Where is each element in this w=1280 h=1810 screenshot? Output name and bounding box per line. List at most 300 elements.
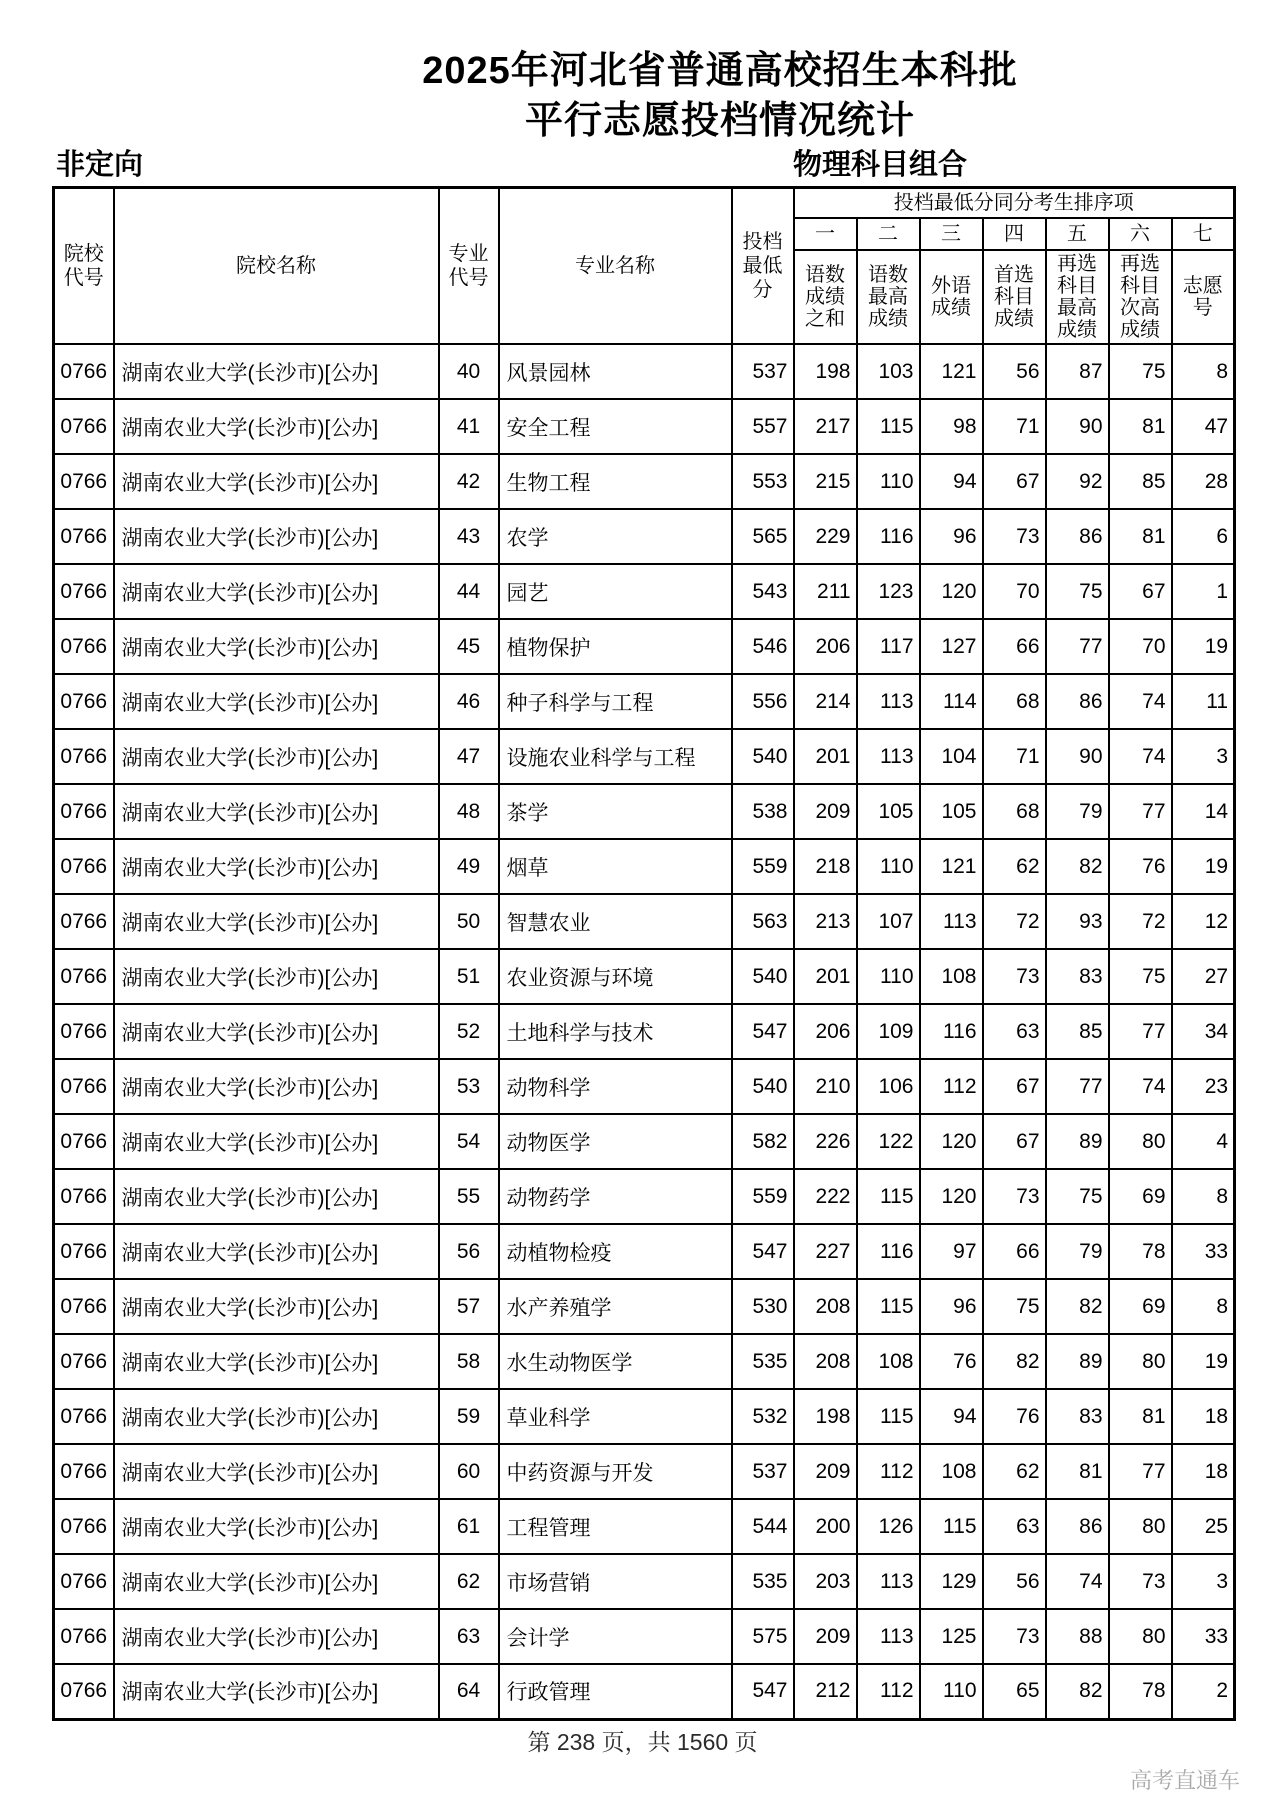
cell-rank-6: 77 [1109,784,1172,839]
cell-rank-7: 3 [1172,1554,1235,1609]
table-row [54,1004,1235,1059]
cell-institution-name: 湖南农业大学(长沙市)[公办] [114,949,439,1004]
cell-institution-name: 湖南农业大学(长沙市)[公办] [114,1499,439,1554]
cell-rank-4: 63 [983,1004,1046,1059]
cell-major-code: 45 [439,619,499,674]
cell-major-code: 43 [439,509,499,564]
cell-rank-1: 227 [794,1224,857,1279]
table-row [54,454,1235,509]
cell-rank-7: 4 [1172,1114,1235,1169]
cell-rank-6: 80 [1109,1609,1172,1664]
cell-major-name: 市场营销 [499,1554,732,1609]
cell-major-code: 42 [439,454,499,509]
cell-rank-2: 117 [857,619,920,674]
cell-rank-6: 75 [1109,949,1172,1004]
cell-rank-2: 115 [857,399,920,454]
table-row [54,1389,1235,1444]
cell-rank-7: 28 [1172,454,1235,509]
cell-major-code: 40 [439,344,499,399]
cell-major-name: 安全工程 [499,399,732,454]
header-rank-6: 六 [1109,218,1172,250]
cell-rank-2: 113 [857,674,920,729]
cell-rank-3: 121 [920,839,983,894]
cell-rank-7: 23 [1172,1059,1235,1114]
cell-rank-3: 116 [920,1004,983,1059]
cell-institution-code: 0766 [54,784,114,839]
cell-rank-6: 80 [1109,1499,1172,1554]
cell-rank-6: 77 [1109,1444,1172,1499]
cell-rank-1: 212 [794,1664,857,1719]
header-rank-3: 三 [920,218,983,250]
cell-rank-1: 211 [794,564,857,619]
cell-rank-5: 79 [1046,1224,1109,1279]
header-major-code: 专业代号 [439,188,499,345]
cell-rank-1: 208 [794,1279,857,1334]
cell-rank-5: 79 [1046,784,1109,839]
cell-institution-code: 0766 [54,839,114,894]
cell-institution-code: 0766 [54,894,114,949]
cell-rank-2: 115 [857,1389,920,1444]
cell-major-name: 种子科学与工程 [499,674,732,729]
cell-major-name: 烟草 [499,839,732,894]
cell-rank-5: 92 [1046,454,1109,509]
cell-rank-7: 18 [1172,1389,1235,1444]
cell-institution-code: 0766 [54,1279,114,1334]
cell-rank-6: 74 [1109,729,1172,784]
cell-rank-1: 209 [794,1444,857,1499]
cell-rank-2: 107 [857,894,920,949]
cell-min-score: 556 [732,674,794,729]
watermark: 高考直通车 [1129,1768,1240,1793]
cell-institution-name: 湖南农业大学(长沙市)[公办] [114,509,439,564]
cell-rank-5: 90 [1046,729,1109,784]
table-row [54,729,1235,784]
header-institution-code: 院校代号 [54,188,114,345]
cell-min-score: 537 [732,344,794,399]
table-row [54,1554,1235,1609]
admission-score-table [52,186,1236,1721]
cell-major-code: 47 [439,729,499,784]
cell-min-score: 559 [732,1169,794,1224]
cell-institution-name: 湖南农业大学(长沙市)[公办] [114,564,439,619]
cell-rank-1: 200 [794,1499,857,1554]
cell-institution-name: 湖南农业大学(长沙市)[公办] [114,894,439,949]
cell-rank-2: 105 [857,784,920,839]
cell-rank-4: 71 [983,729,1046,784]
cell-rank-6: 74 [1109,674,1172,729]
cell-min-score: 575 [732,1609,794,1664]
cell-rank-6: 72 [1109,894,1172,949]
cell-major-code: 59 [439,1389,499,1444]
cell-rank-1: 201 [794,729,857,784]
cell-rank-7: 19 [1172,619,1235,674]
cell-rank-2: 123 [857,564,920,619]
header-rank-desc-4: 首选科目成绩 [983,250,1046,344]
cell-major-name: 土地科学与技术 [499,1004,732,1059]
header-institution-name: 院校名称 [114,188,439,345]
cell-rank-3: 96 [920,1279,983,1334]
cell-major-name: 风景园林 [499,344,732,399]
cell-rank-2: 126 [857,1499,920,1554]
cell-major-name: 农学 [499,509,732,564]
header-min-score: 投档最低分 [732,188,794,345]
title-line-2: 平行志愿投档情况统计 [524,100,915,142]
cell-major-name: 动物科学 [499,1059,732,1114]
cell-rank-2: 110 [857,454,920,509]
cell-rank-2: 115 [857,1169,920,1224]
cell-min-score: 540 [732,949,794,1004]
table-row [54,1224,1235,1279]
header-ranking-group: 投档最低分同分考生排序项 [794,188,1235,219]
cell-rank-5: 77 [1046,1059,1109,1114]
cell-major-code: 56 [439,1224,499,1279]
cell-major-name: 行政管理 [499,1664,732,1719]
cell-institution-code: 0766 [54,1444,114,1499]
cell-rank-5: 74 [1046,1554,1109,1609]
cell-rank-4: 66 [983,619,1046,674]
cell-rank-7: 27 [1172,949,1235,1004]
cell-rank-1: 210 [794,1059,857,1114]
cell-major-code: 55 [439,1169,499,1224]
cell-rank-6: 77 [1109,1004,1172,1059]
cell-rank-6: 75 [1109,344,1172,399]
cell-min-score: 582 [732,1114,794,1169]
cell-rank-4: 62 [983,839,1046,894]
cell-min-score: 547 [732,1664,794,1719]
table-row [54,1169,1235,1224]
cell-institution-code: 0766 [54,1554,114,1609]
cell-rank-5: 85 [1046,1004,1109,1059]
header-rank-desc-2: 语数最高成绩 [857,250,920,344]
cell-rank-5: 88 [1046,1609,1109,1664]
cell-major-name: 植物保护 [499,619,732,674]
cell-rank-3: 94 [920,1389,983,1444]
cell-rank-7: 8 [1172,1169,1235,1224]
table-row [54,1059,1235,1114]
title-line-1: 2025年河北省普通高校招生本科批 [422,50,1018,92]
header-rank-desc-6: 再选科目次高成绩 [1109,250,1172,344]
cell-rank-4: 66 [983,1224,1046,1279]
cell-min-score: 563 [732,894,794,949]
cell-rank-4: 71 [983,399,1046,454]
cell-rank-4: 68 [983,674,1046,729]
cell-rank-6: 76 [1109,839,1172,894]
cell-rank-1: 208 [794,1334,857,1389]
table-row [54,1334,1235,1389]
cell-rank-3: 110 [920,1664,983,1719]
cell-rank-7: 19 [1172,1334,1235,1389]
cell-rank-5: 82 [1046,839,1109,894]
cell-rank-6: 81 [1109,1389,1172,1444]
cell-rank-5: 86 [1046,509,1109,564]
cell-min-score: 537 [732,1444,794,1499]
cell-major-name: 草业科学 [499,1389,732,1444]
cell-institution-name: 湖南农业大学(长沙市)[公办] [114,619,439,674]
cell-rank-6: 74 [1109,1059,1172,1114]
cell-rank-4: 67 [983,1114,1046,1169]
plan-type-label: 非定向 [56,149,144,181]
cell-major-code: 50 [439,894,499,949]
cell-rank-2: 110 [857,949,920,1004]
cell-institution-name: 湖南农业大学(长沙市)[公办] [114,839,439,894]
cell-major-name: 动物药学 [499,1169,732,1224]
cell-institution-code: 0766 [54,399,114,454]
cell-institution-name: 湖南农业大学(长沙市)[公办] [114,1059,439,1114]
header-rank-desc-1: 语数成绩之和 [794,250,857,344]
cell-rank-5: 83 [1046,1389,1109,1444]
cell-rank-7: 6 [1172,509,1235,564]
cell-major-code: 62 [439,1554,499,1609]
header-rank-7: 七 [1172,218,1235,250]
cell-rank-3: 94 [920,454,983,509]
cell-rank-6: 78 [1109,1664,1172,1719]
cell-institution-name: 湖南农业大学(长沙市)[公办] [114,1279,439,1334]
cell-institution-code: 0766 [54,564,114,619]
cell-rank-4: 56 [983,344,1046,399]
cell-major-code: 46 [439,674,499,729]
header-rank-desc-3: 外语成绩 [920,250,983,344]
cell-rank-5: 89 [1046,1114,1109,1169]
cell-rank-1: 217 [794,399,857,454]
table-row [54,839,1235,894]
cell-institution-name: 湖南农业大学(长沙市)[公办] [114,1169,439,1224]
cell-major-code: 53 [439,1059,499,1114]
cell-institution-name: 湖南农业大学(长沙市)[公办] [114,1004,439,1059]
document-title [160,46,1280,146]
table-row [54,1499,1235,1554]
cell-min-score: 540 [732,1059,794,1114]
cell-rank-1: 206 [794,619,857,674]
cell-major-name: 生物工程 [499,454,732,509]
cell-rank-2: 113 [857,1554,920,1609]
cell-rank-1: 198 [794,344,857,399]
cell-rank-5: 75 [1046,564,1109,619]
cell-rank-5: 77 [1046,619,1109,674]
cell-rank-4: 73 [983,1169,1046,1224]
cell-rank-2: 122 [857,1114,920,1169]
cell-major-code: 58 [439,1334,499,1389]
cell-major-name: 动物医学 [499,1114,732,1169]
cell-rank-6: 67 [1109,564,1172,619]
cell-rank-4: 76 [983,1389,1046,1444]
table-row [54,784,1235,839]
cell-major-code: 61 [439,1499,499,1554]
cell-min-score: 547 [732,1224,794,1279]
cell-rank-3: 125 [920,1609,983,1664]
cell-rank-1: 198 [794,1389,857,1444]
cell-rank-5: 82 [1046,1664,1109,1719]
cell-rank-2: 115 [857,1279,920,1334]
cell-major-code: 60 [439,1444,499,1499]
cell-rank-6: 80 [1109,1114,1172,1169]
cell-institution-code: 0766 [54,674,114,729]
cell-rank-3: 108 [920,1444,983,1499]
cell-min-score: 553 [732,454,794,509]
header-major-name: 专业名称 [499,188,732,345]
cell-institution-code: 0766 [54,1004,114,1059]
cell-major-name: 水生动物医学 [499,1334,732,1389]
cell-rank-6: 80 [1109,1334,1172,1389]
table-row [54,894,1235,949]
cell-rank-5: 89 [1046,1334,1109,1389]
cell-rank-3: 113 [920,894,983,949]
cell-rank-4: 56 [983,1554,1046,1609]
cell-min-score: 535 [732,1554,794,1609]
table-body [54,344,1235,1719]
cell-rank-4: 72 [983,894,1046,949]
cell-major-name: 园艺 [499,564,732,619]
cell-rank-3: 120 [920,1114,983,1169]
cell-rank-1: 229 [794,509,857,564]
cell-institution-code: 0766 [54,729,114,784]
cell-rank-2: 112 [857,1444,920,1499]
cell-rank-7: 1 [1172,564,1235,619]
cell-rank-5: 86 [1046,674,1109,729]
cell-rank-7: 8 [1172,344,1235,399]
cell-rank-1: 203 [794,1554,857,1609]
table-row [54,1279,1235,1334]
cell-rank-4: 82 [983,1334,1046,1389]
cell-rank-7: 33 [1172,1224,1235,1279]
cell-rank-7: 33 [1172,1609,1235,1664]
cell-rank-2: 113 [857,1609,920,1664]
table-row [54,949,1235,1004]
cell-rank-2: 109 [857,1004,920,1059]
cell-rank-7: 19 [1172,839,1235,894]
cell-institution-code: 0766 [54,454,114,509]
cell-rank-3: 108 [920,949,983,1004]
header-rank-desc-5: 再选科目最高成绩 [1046,250,1109,344]
cell-rank-4: 63 [983,1499,1046,1554]
cell-rank-6: 81 [1109,399,1172,454]
header-rank-4: 四 [983,218,1046,250]
cell-rank-3: 120 [920,564,983,619]
cell-min-score: 543 [732,564,794,619]
cell-rank-3: 115 [920,1499,983,1554]
cell-rank-2: 112 [857,1664,920,1719]
cell-rank-7: 3 [1172,729,1235,784]
cell-institution-name: 湖南农业大学(长沙市)[公办] [114,1224,439,1279]
cell-rank-1: 206 [794,1004,857,1059]
cell-rank-3: 98 [920,399,983,454]
header-rank-2: 二 [857,218,920,250]
cell-major-name: 会计学 [499,1609,732,1664]
cell-rank-4: 73 [983,509,1046,564]
cell-rank-6: 69 [1109,1279,1172,1334]
cell-rank-1: 214 [794,674,857,729]
table-row [54,1444,1235,1499]
cell-institution-name: 湖南农业大学(长沙市)[公办] [114,1554,439,1609]
cell-major-name: 工程管理 [499,1499,732,1554]
cell-rank-7: 2 [1172,1664,1235,1719]
cell-rank-3: 104 [920,729,983,784]
table-row [54,509,1235,564]
cell-rank-3: 120 [920,1169,983,1224]
cell-min-score: 547 [732,1004,794,1059]
cell-rank-1: 218 [794,839,857,894]
cell-rank-5: 82 [1046,1279,1109,1334]
cell-rank-7: 12 [1172,894,1235,949]
cell-major-name: 农业资源与环境 [499,949,732,1004]
header-rank-1: 一 [794,218,857,250]
cell-rank-4: 73 [983,949,1046,1004]
cell-rank-4: 70 [983,564,1046,619]
header-rank-5: 五 [1046,218,1109,250]
cell-institution-code: 0766 [54,1059,114,1114]
cell-rank-3: 121 [920,344,983,399]
cell-rank-1: 201 [794,949,857,1004]
cell-rank-2: 116 [857,1224,920,1279]
cell-rank-5: 75 [1046,1169,1109,1224]
cell-major-code: 54 [439,1114,499,1169]
cell-institution-name: 湖南农业大学(长沙市)[公办] [114,784,439,839]
cell-rank-7: 8 [1172,1279,1235,1334]
cell-rank-4: 73 [983,1609,1046,1664]
cell-major-name: 设施农业科学与工程 [499,729,732,784]
cell-institution-code: 0766 [54,1389,114,1444]
cell-rank-2: 108 [857,1334,920,1389]
cell-rank-2: 103 [857,344,920,399]
cell-rank-4: 75 [983,1279,1046,1334]
page-footer: 第 238 页，共 1560 页 [527,1729,758,1755]
cell-rank-2: 113 [857,729,920,784]
cell-rank-2: 106 [857,1059,920,1114]
cell-rank-1: 226 [794,1114,857,1169]
cell-major-code: 41 [439,399,499,454]
cell-min-score: 530 [732,1279,794,1334]
cell-major-code: 64 [439,1664,499,1719]
cell-rank-3: 129 [920,1554,983,1609]
table-row [54,564,1235,619]
cell-institution-name: 湖南农业大学(长沙市)[公办] [114,1609,439,1664]
cell-rank-7: 11 [1172,674,1235,729]
cell-institution-name: 湖南农业大学(长沙市)[公办] [114,344,439,399]
cell-major-code: 52 [439,1004,499,1059]
table-row [54,619,1235,674]
cell-rank-6: 81 [1109,509,1172,564]
table-row [54,1114,1235,1169]
cell-rank-6: 73 [1109,1554,1172,1609]
cell-min-score: 532 [732,1389,794,1444]
cell-min-score: 546 [732,619,794,674]
cell-institution-name: 湖南农业大学(长沙市)[公办] [114,454,439,509]
cell-institution-code: 0766 [54,949,114,1004]
cell-min-score: 544 [732,1499,794,1554]
cell-rank-4: 67 [983,1059,1046,1114]
cell-rank-3: 114 [920,674,983,729]
cell-institution-name: 湖南农业大学(长沙市)[公办] [114,1334,439,1389]
cell-rank-3: 127 [920,619,983,674]
cell-institution-code: 0766 [54,1664,114,1719]
cell-major-name: 中药资源与开发 [499,1444,732,1499]
cell-major-code: 48 [439,784,499,839]
cell-major-name: 茶学 [499,784,732,839]
table-row [54,399,1235,454]
cell-rank-2: 110 [857,839,920,894]
cell-rank-6: 69 [1109,1169,1172,1224]
cell-rank-1: 209 [794,784,857,839]
table-row [54,344,1235,399]
cell-rank-3: 112 [920,1059,983,1114]
cell-institution-name: 湖南农业大学(长沙市)[公办] [114,674,439,729]
cell-institution-name: 湖南农业大学(长沙市)[公办] [114,399,439,454]
cell-rank-1: 213 [794,894,857,949]
cell-rank-6: 78 [1109,1224,1172,1279]
cell-institution-code: 0766 [54,619,114,674]
cell-institution-code: 0766 [54,1224,114,1279]
cell-rank-3: 96 [920,509,983,564]
cell-institution-name: 湖南农业大学(长沙市)[公办] [114,1389,439,1444]
